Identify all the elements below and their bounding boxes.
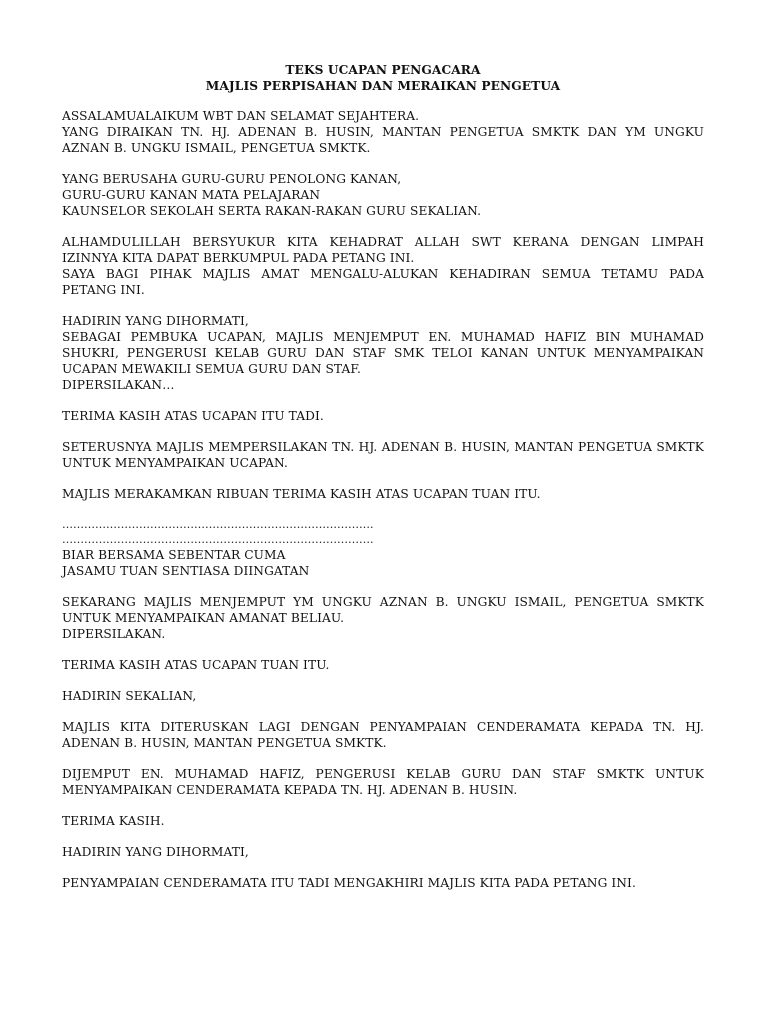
text-line: DIPERSILAKAN… (62, 378, 175, 392)
title-line-2: MAJLIS PERPISAHAN DAN MERAIKAN PENGETUA (205, 79, 561, 93)
text-line: PETANG INI. (62, 283, 145, 297)
text-line: KAUNSELOR SEKOLAH SERTA RAKAN-RAKAN GURU SEKALIAN. (62, 204, 482, 218)
text-line: MAJLIS MERAKAMKAN RIBUAN TERIMA KASIH ATAS UCAPAN TUAN ITU. (62, 487, 541, 501)
paragraph-greeting (62, 108, 704, 156)
text-line: JASAMU TUAN SENTIASA DIINGATAN (62, 564, 310, 578)
text-line: AZNAN B. UNGKU ISMAIL, PENGETUA SMKTK. (62, 141, 371, 155)
text-line: MENYAMPAIKAN CENDERAMATA KEPADA TN. HJ. ADENAN B. HUSIN. (62, 783, 518, 797)
title-line-1: TEKS UCAPAN PENGACARA (285, 63, 481, 77)
dotted-line: …………………………………………………………………………. (62, 533, 374, 546)
paragraph-closing (62, 875, 704, 891)
text-line: ASSALAMUALAIKUM WBT DAN SELAMAT SEJAHTERA. (62, 109, 420, 123)
paragraph-invite-presenter (62, 766, 704, 798)
text-line: GURU-GURU KANAN MATA PELAJARAN (62, 188, 321, 202)
text-line: TERIMA KASIH. (62, 814, 165, 828)
text-line: MAJLIS KITA DITERUSKAN LAGI DENGAN PENYAMPAIAN CENDERAMATA KEPADA TN. HJ. (62, 720, 704, 734)
dotted-line: …………………………………………………………………………. (62, 518, 374, 531)
paragraph-thanks-4 (62, 813, 704, 829)
text-line: YANG BERUSAHA GURU-GURU PENOLONG KANAN, (62, 172, 402, 186)
paragraph-thanks-1 (62, 408, 704, 424)
paragraph-honoured-guests (62, 844, 704, 860)
text-line: SEKARANG MAJLIS MENJEMPUT YM UNGKU AZNAN B. UNGKU ISMAIL, PENGETUA SMKTK (62, 595, 704, 609)
paragraph-invite-principal (62, 594, 704, 642)
text-line: HADIRIN SEKALIAN, (62, 689, 197, 703)
text-line: SETERUSNYA MAJLIS MEMPERSILAKAN TN. HJ. ADENAN B. HUSIN, MANTAN PENGETUA SMKTK (62, 440, 704, 454)
text-line: TERIMA KASIH ATAS UCAPAN ITU TADI. (62, 409, 324, 423)
text-line: ALHAMDULILLAH BERSYUKUR KITA KEHADRAT ALLAH SWT KERANA DENGAN LIMPAH (62, 235, 704, 249)
text-line: DIJEMPUT EN. MUHAMAD HAFIZ, PENGERUSI KELAB GURU DAN STAF SMKTK UNTUK (62, 767, 704, 781)
text-line: BIAR BERSAMA SEBENTAR CUMA (62, 548, 286, 562)
document-page (62, 62, 704, 906)
text-line: YANG DIRAIKAN TN. HJ. ADENAN B. HUSIN, MANTAN PENGETUA SMKTK DAN YM UNGKU (62, 125, 704, 139)
paragraph-invite-former-principal (62, 439, 704, 471)
paragraph-thanks-2 (62, 486, 704, 502)
paragraph-teachers (62, 171, 704, 219)
paragraph-souvenir (62, 719, 704, 751)
text-line: ADENAN B. HUSIN, MANTAN PENGETUA SMKTK. (62, 736, 387, 750)
document-title (62, 62, 704, 94)
text-line: SEBAGAI PEMBUKA UCAPAN, MAJLIS MENJEMPUT EN. MUHAMAD HAFIZ BIN MUHAMAD (62, 330, 704, 344)
paragraph-opening-speech (62, 313, 704, 393)
text-line: TERIMA KASIH ATAS UCAPAN TUAN ITU. (62, 658, 330, 672)
paragraph-poem (62, 517, 704, 579)
text-line: UNTUK MENYAMPAIKAN AMANAT BELIAU. (62, 611, 345, 625)
text-line: UNTUK MENYAMPAIKAN UCAPAN. (62, 456, 289, 470)
text-line: HADIRIN YANG DIHORMATI, (62, 314, 249, 328)
text-line: IZINNYA KITA DAPAT BERKUMPUL PADA PETANG INI. (62, 251, 415, 265)
text-line: UCAPAN MEWAKILI SEMUA GURU DAN STAF. (62, 362, 361, 376)
paragraph-audience (62, 688, 704, 704)
text-line: SHUKRI, PENGERUSI KELAB GURU DAN STAF SMK TELOI KANAN UNTUK MENYAMPAIKAN (62, 346, 704, 360)
text-line: PENYAMPAIAN CENDERAMATA ITU TADI MENGAKHIRI MAJLIS KITA PADA PETANG INI. (62, 876, 636, 890)
text-line: HADIRIN YANG DIHORMATI, (62, 845, 249, 859)
paragraph-gratitude (62, 234, 704, 298)
paragraph-thanks-3 (62, 657, 704, 673)
text-line: SAYA BAGI PIHAK MAJLIS AMAT MENGALU-ALUKAN KEHADIRAN SEMUA TETAMU PADA (62, 267, 704, 281)
text-line: DIPERSILAKAN. (62, 627, 166, 641)
